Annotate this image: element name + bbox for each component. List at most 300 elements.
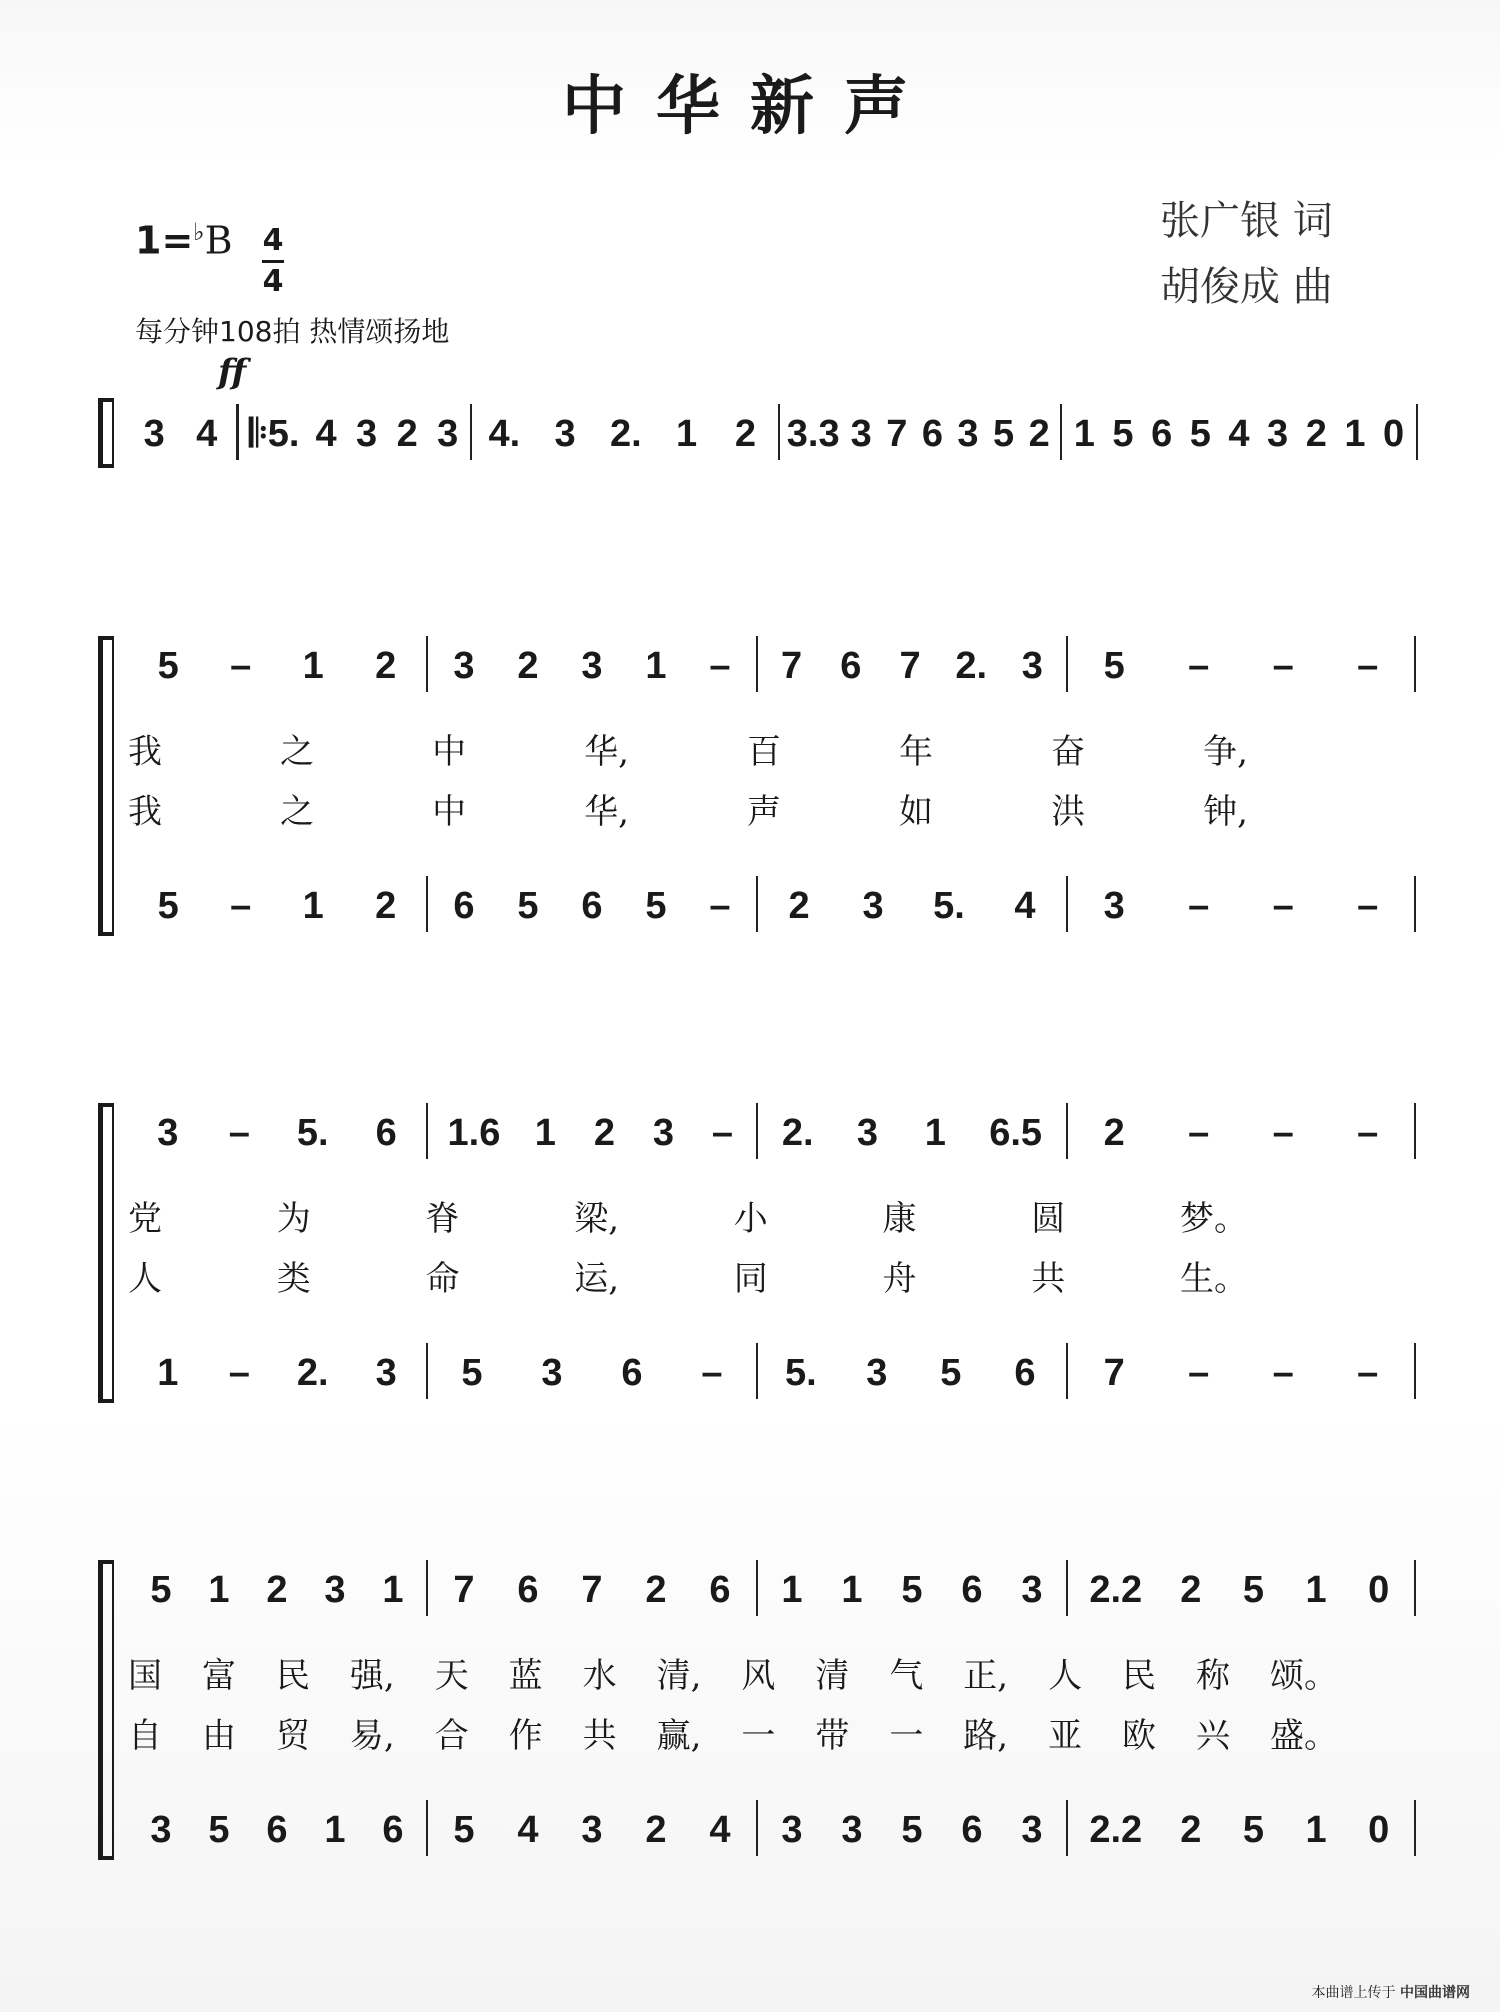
measure (432, 1343, 752, 1403)
note: – (1188, 1351, 1210, 1394)
footer (1312, 1982, 1470, 2002)
note: – (1272, 1351, 1294, 1394)
measure (1072, 1800, 1410, 1860)
note: 3 (453, 644, 475, 687)
note: 6 (961, 1568, 983, 1611)
note: – (1357, 884, 1379, 927)
barline (1414, 876, 1416, 932)
lyric-char: 梦。 (1179, 1199, 1248, 1239)
note: 3 (862, 884, 884, 927)
note: – (701, 1351, 723, 1394)
note: 1 (302, 644, 324, 687)
lyric-char: 天 (434, 1656, 469, 1696)
note: – (1272, 1111, 1294, 1154)
note: 2 (266, 1568, 288, 1611)
key-tonic: B (204, 218, 233, 263)
note: 6 (453, 884, 475, 927)
lyric-row (128, 1708, 1418, 1768)
barline (1066, 1343, 1068, 1399)
flat-icon: ♭ (193, 218, 205, 246)
measure (1072, 876, 1410, 936)
note: 1.6 (447, 1111, 501, 1154)
note: 2 (788, 884, 810, 927)
barline (1414, 1103, 1416, 1159)
note: 5 (645, 884, 667, 927)
note: 0 (1368, 1808, 1390, 1851)
note: 2. (781, 1111, 814, 1154)
lyric-char: 争, (1203, 732, 1248, 772)
note: 4. (488, 412, 521, 455)
key-one-eq: 1= (135, 218, 194, 263)
barline (756, 1103, 758, 1159)
note: 3 (437, 412, 459, 455)
lyric-line (128, 1191, 1248, 1240)
measure (432, 1560, 752, 1620)
system-bracket-line (112, 398, 114, 468)
note: 3 (781, 1808, 803, 1851)
barline (756, 1560, 758, 1616)
barline (1416, 404, 1418, 460)
measure (132, 1103, 422, 1163)
barline (426, 1343, 428, 1399)
note: – (228, 1351, 250, 1394)
note: 5 (1103, 644, 1125, 687)
note: 2 (645, 1808, 667, 1851)
lyric-char: 运, (574, 1259, 620, 1299)
note: 4 (1228, 412, 1250, 455)
note: 5 (1112, 412, 1134, 455)
system-bracket-line (112, 636, 114, 936)
composer-credit: 胡俊成 曲 (1160, 264, 1333, 310)
note: 2 (1103, 1111, 1125, 1154)
lyric-line (128, 784, 1248, 833)
lyric-row (128, 1648, 1418, 1708)
note: 3 (157, 1111, 179, 1154)
lyric-line (128, 1251, 1248, 1300)
note: 1 (1305, 1808, 1327, 1851)
note: 3 (866, 1351, 888, 1394)
lyric-char: 气 (889, 1656, 924, 1696)
lyric-char: 人 (128, 1259, 162, 1299)
note: 0 (1383, 412, 1405, 455)
barline (756, 1343, 758, 1399)
lyric-char: 国 (128, 1656, 162, 1696)
measure (128, 404, 233, 464)
note: 5 (157, 644, 179, 687)
barline (756, 636, 758, 692)
lyric-char: 欧 (1122, 1716, 1157, 1756)
note: 7 (1103, 1351, 1125, 1394)
note: 6 (961, 1808, 983, 1851)
lyric-char: 强, (349, 1656, 395, 1696)
lyric-row (128, 724, 1418, 784)
note: 2 (645, 1568, 667, 1611)
lyric-char: 生。 (1179, 1259, 1248, 1299)
melody-row (128, 1560, 1418, 1620)
lyric-char: 年 (899, 732, 934, 772)
barline (756, 1800, 758, 1856)
lyric-char: 中 (432, 732, 467, 772)
note: 1 (781, 1568, 803, 1611)
lyric-char: 贸 (275, 1716, 310, 1756)
note: 2 (734, 412, 757, 455)
lyric-char: 盛。 (1269, 1716, 1338, 1756)
note: 5. (785, 1351, 817, 1394)
time-top: 4 (262, 223, 284, 258)
lyric-char: 一 (741, 1716, 776, 1756)
note: 1 (645, 644, 667, 687)
note: 6.5 (989, 1111, 1043, 1154)
lyric-char: 蓝 (508, 1656, 543, 1696)
lyric-char: 自 (128, 1716, 162, 1756)
lyric-char: 兴 (1196, 1716, 1230, 1756)
note: – (711, 1111, 734, 1154)
lyric-char: 奋 (1051, 732, 1086, 772)
barline (1414, 1560, 1416, 1616)
lyric-char: 亚 (1048, 1716, 1083, 1756)
note: 6 (581, 884, 603, 927)
system-bracket (98, 1103, 113, 1403)
lyric-char: 脊 (425, 1199, 460, 1239)
lyric-char: 华, (584, 792, 629, 832)
barline (1060, 404, 1062, 460)
note: 6 (709, 1568, 731, 1611)
lyric-char: 称 (1196, 1656, 1230, 1696)
lyric-char: 洪 (1051, 792, 1086, 832)
note: 1 (302, 884, 324, 927)
note: – (1357, 644, 1379, 687)
upload-note: 本曲谱上传于 (1311, 1985, 1396, 2001)
note: 2 (1305, 412, 1327, 455)
barline (426, 1560, 428, 1616)
note: 3 (356, 412, 378, 455)
note: 2 (1180, 1568, 1202, 1611)
barline (1414, 636, 1416, 692)
measure (762, 876, 1062, 936)
time-signature (262, 224, 284, 299)
harmony-row (128, 1800, 1418, 1860)
note: 5 (150, 1568, 172, 1611)
note: 3 (581, 1808, 603, 1851)
measure (132, 1343, 422, 1403)
lyric-char: 百 (747, 732, 781, 772)
lyric-char: 颂。 (1269, 1656, 1338, 1696)
lyric-char: 圆 (1031, 1199, 1066, 1239)
measure (1065, 404, 1413, 464)
melody-row (128, 404, 1418, 464)
note: 4 (315, 412, 337, 455)
measure (473, 404, 775, 464)
lyric-char: 易, (349, 1716, 395, 1756)
note: 3 (856, 1111, 879, 1154)
note: 5 (157, 884, 179, 927)
note: 5 (993, 412, 1015, 455)
measure (432, 636, 752, 696)
note: 6 (266, 1808, 288, 1851)
measure (1072, 1103, 1410, 1163)
lyric-char: 之 (280, 792, 315, 832)
lyric-char: 华, (584, 732, 629, 772)
note: 6 (1151, 412, 1173, 455)
note: 6 (621, 1351, 643, 1394)
melody-row (128, 636, 1418, 696)
note: – (1188, 1111, 1210, 1154)
lyric-char: 带 (815, 1716, 850, 1756)
note: 6 (375, 1111, 397, 1154)
measure (432, 1800, 752, 1860)
note: 5 (940, 1351, 962, 1394)
lyric-char: 小 (733, 1199, 768, 1239)
measure (243, 404, 468, 464)
system-bracket (98, 1560, 113, 1860)
lyric-char: 共 (1031, 1259, 1066, 1299)
system-4 (98, 1560, 1418, 1860)
note: 4 (196, 412, 218, 455)
note: 2 (1028, 412, 1050, 455)
lyric-row (128, 784, 1418, 844)
note: 3 (1267, 412, 1289, 455)
time-divider (262, 260, 284, 263)
note: 2 (375, 644, 397, 687)
lyric-char: 舟 (882, 1259, 917, 1299)
note: 3 (850, 412, 872, 455)
note: 1 (157, 1351, 179, 1394)
lyric-char: 我 (128, 792, 162, 832)
measure (762, 1103, 1062, 1163)
note: 1 (324, 1808, 346, 1851)
note: – (230, 884, 252, 927)
lyric-char: 作 (508, 1716, 543, 1756)
note: 5 (901, 1808, 923, 1851)
barline (1066, 1560, 1068, 1616)
lyric-line (128, 1648, 1338, 1697)
measure (762, 1560, 1062, 1620)
note: 5 (1242, 1808, 1264, 1851)
note: 0 (1368, 1568, 1390, 1611)
system-bracket-line (112, 1103, 114, 1403)
barline (1066, 1800, 1068, 1856)
note: 2. (609, 412, 642, 455)
note: 3 (150, 1808, 172, 1851)
note: 3 (1021, 644, 1043, 687)
lyricist-credit: 张广银 词 (1160, 198, 1333, 244)
note: 1 (208, 1568, 230, 1611)
note: 7 (899, 644, 921, 687)
lyric-char: 民 (1122, 1656, 1157, 1696)
lyric-char: 人 (1048, 1656, 1083, 1696)
measure (132, 876, 422, 936)
barline (236, 404, 239, 460)
lyric-char: 路, (963, 1716, 1009, 1756)
note: 3 (143, 412, 165, 455)
dynamic-marking: ff (218, 352, 247, 392)
lyric-char: 中 (432, 792, 467, 832)
lyric-char: 为 (276, 1199, 311, 1239)
system-bracket (98, 398, 113, 468)
note: – (1272, 644, 1294, 687)
harmony-row (128, 876, 1418, 936)
lyric-char: 我 (128, 732, 162, 772)
note: – (228, 1111, 250, 1154)
system-1 (98, 398, 1418, 468)
note: 7 (581, 1568, 603, 1611)
lyric-char: 之 (280, 732, 315, 772)
measure (783, 404, 1057, 464)
lyric-char: 党 (128, 1199, 162, 1239)
note: – (1188, 644, 1210, 687)
score-title: 中华新声 (562, 69, 938, 144)
system-3 (98, 1103, 1418, 1403)
system-bracket-line (112, 1560, 114, 1860)
note: 1 (841, 1568, 863, 1611)
lyric-line (128, 724, 1248, 773)
note: 1 (382, 1568, 404, 1611)
note: 3 (324, 1568, 346, 1611)
system-bracket (98, 636, 113, 936)
lyric-char: 富 (201, 1656, 236, 1696)
note: 3 (1103, 884, 1125, 927)
note: 2 (593, 1111, 615, 1154)
note: 4 (517, 1808, 539, 1851)
lyric-char: 钟, (1203, 792, 1248, 832)
note: – (1357, 1351, 1379, 1394)
note: 3 (841, 1808, 863, 1851)
barline (1414, 1343, 1416, 1399)
note: – (709, 644, 731, 687)
note: 3 (957, 412, 979, 455)
system-2 (98, 636, 1418, 936)
melody-row (128, 1103, 1418, 1163)
note: 5 (1242, 1568, 1264, 1611)
note: 3 (375, 1351, 397, 1394)
measure (432, 876, 752, 936)
lyric-char: 赢, (656, 1716, 702, 1756)
note: 2. (296, 1351, 329, 1394)
lyric-char: 合 (434, 1716, 469, 1756)
measure (762, 1800, 1062, 1860)
note: 2.2 (1089, 1808, 1143, 1851)
note: 6 (921, 412, 943, 455)
note: 1 (1305, 1568, 1327, 1611)
barline (426, 1103, 428, 1159)
note: 4 (709, 1808, 731, 1851)
note: 3 (554, 412, 576, 455)
note: 3 (652, 1111, 674, 1154)
note: 3.3 (786, 412, 840, 455)
tempo-marking: 每分钟108拍 热情颂扬地 (135, 315, 450, 348)
note: 2 (396, 412, 418, 455)
barline (1066, 1103, 1068, 1159)
note: 6 (840, 644, 862, 687)
note: 3 (1021, 1568, 1043, 1611)
note: 5 (453, 1808, 475, 1851)
credits (1160, 188, 1333, 320)
lyric-char: 声 (747, 792, 781, 832)
lyric-char: 如 (899, 792, 934, 832)
key-signature (135, 218, 233, 263)
note: 1 (1073, 412, 1095, 455)
note: 2 (1180, 1808, 1202, 1851)
note: 2.2 (1089, 1568, 1143, 1611)
note: 5 (1189, 412, 1211, 455)
site-logo: 中国曲谱网 (1400, 1985, 1470, 2001)
lyric-char: 由 (201, 1716, 236, 1756)
note: 2. (955, 644, 988, 687)
barline (1414, 1800, 1416, 1856)
measure (762, 1343, 1062, 1403)
note: 6 (382, 1808, 404, 1851)
lyric-char: 清 (815, 1656, 850, 1696)
note: 3 (541, 1351, 563, 1394)
barline (426, 1800, 428, 1856)
note: – (1272, 884, 1294, 927)
barline (426, 636, 428, 692)
lyric-row (128, 1191, 1418, 1251)
note: – (709, 884, 731, 927)
note: 3 (581, 644, 603, 687)
barline (470, 404, 472, 460)
lyric-char: 正, (963, 1656, 1009, 1696)
lyric-char: 风 (741, 1656, 776, 1696)
barline (756, 876, 758, 932)
measure (1072, 1560, 1410, 1620)
note: 1 (924, 1111, 946, 1154)
measure (132, 1800, 422, 1860)
lyric-char: 命 (425, 1259, 460, 1299)
lyric-line (128, 1708, 1338, 1757)
note: 1 (676, 412, 698, 455)
lyric-char: 共 (582, 1716, 617, 1756)
note: 3 (1021, 1808, 1043, 1851)
note: 1 (534, 1111, 556, 1154)
lyric-row (128, 1251, 1418, 1311)
lyric-char: 一 (889, 1716, 924, 1756)
lyric-char: 民 (275, 1656, 310, 1696)
note: – (230, 644, 252, 687)
measure (132, 636, 422, 696)
note: 7 (886, 412, 908, 455)
note: 2 (517, 644, 539, 687)
lyric-char: 类 (276, 1259, 311, 1299)
barline (1066, 876, 1068, 932)
barline (778, 404, 780, 460)
time-bottom: 4 (262, 264, 284, 299)
measure (132, 1560, 422, 1620)
note: – (1188, 884, 1210, 927)
note: 5 (208, 1808, 230, 1851)
note: 5. (296, 1111, 329, 1154)
note: 5 (517, 884, 539, 927)
note: 5. (933, 884, 965, 927)
note: 1 (1344, 412, 1366, 455)
note: 4 (1014, 884, 1036, 927)
lyric-char: 梁, (574, 1199, 620, 1239)
note: 7 (781, 644, 803, 687)
harmony-row (128, 1343, 1418, 1403)
lyric-char: 同 (733, 1259, 768, 1299)
note: 2 (375, 884, 397, 927)
lyric-char: 清, (656, 1656, 702, 1696)
note: – (1357, 1111, 1379, 1154)
measure (762, 636, 1062, 696)
measure (1072, 1343, 1410, 1403)
measure (432, 1103, 752, 1163)
measure (1072, 636, 1410, 696)
note: 𝄆5. (249, 412, 300, 455)
note: 5 (901, 1568, 923, 1611)
note: 6 (1014, 1351, 1036, 1394)
barline (426, 876, 428, 932)
